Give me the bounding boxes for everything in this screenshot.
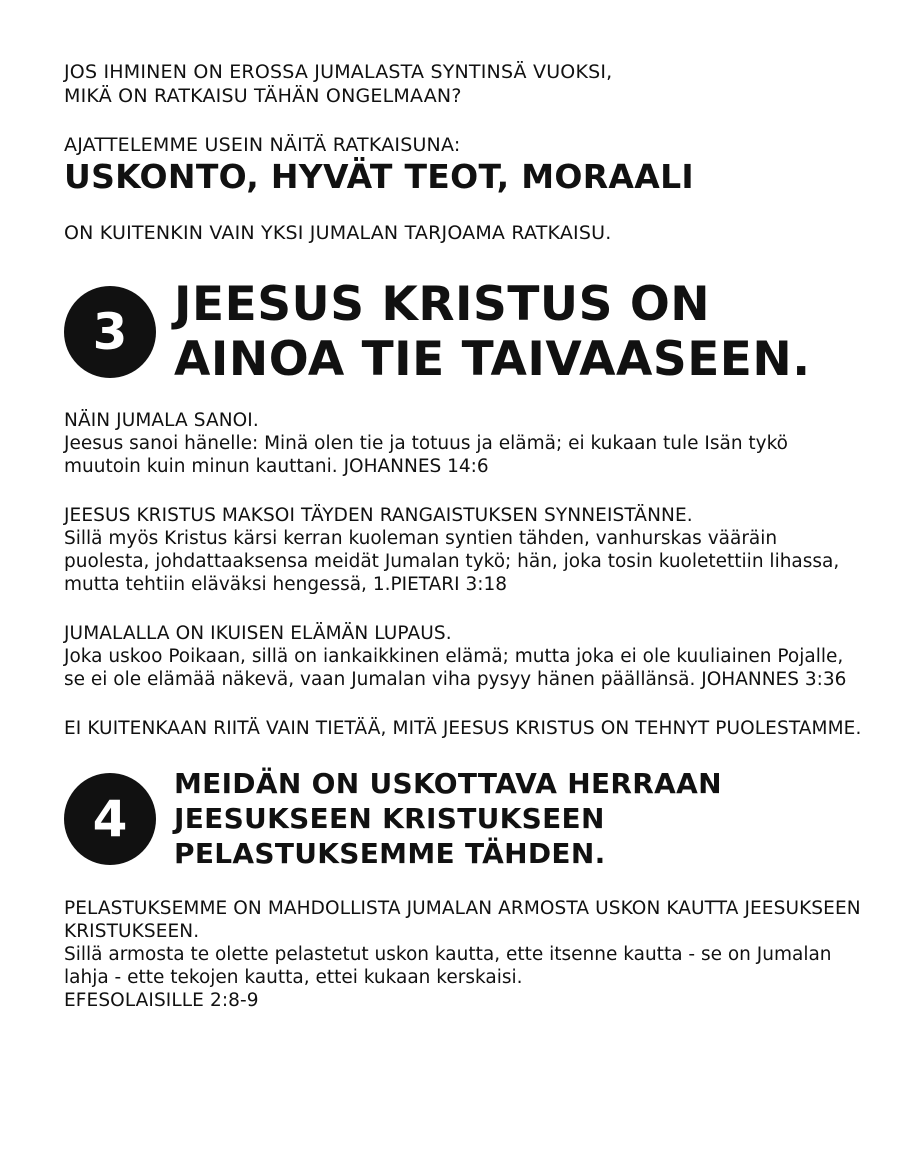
- step-3-header: [64, 277, 864, 387]
- closing-note: [64, 717, 864, 740]
- scripture-block: [64, 622, 864, 691]
- block-heading: JEESUS KRISTUS MAKSOI TÄYDEN RANGAISTUKSEN SYNNEISTÄNNE.: [64, 505, 693, 526]
- step-4-heading: [174, 766, 722, 871]
- step-4-heading-line2: JEESUKSEEN KRISTUKSEEN: [174, 802, 605, 835]
- scripture-reference: JOHANNES 3:36: [701, 669, 847, 690]
- step-4-header: [64, 766, 864, 871]
- block-heading: PELASTUKSEMME ON MAHDOLLISTA JUMALAN ARMOSTA USKON KAUTTA JEESUKSEEN KRISTUKSEEN.: [64, 898, 861, 942]
- step-4-heading-line1: MEIDÄN ON USKOTTAVA HERRAAN: [174, 767, 722, 800]
- block-body-text: Joka uskoo Poikaan, sillä on iankaikkinen elämä; mutta joka ei ole kuuliainen Pojalle, se ei ole elämää näkevä, vaan Jumalan viha pysyy hänen päällänsä.: [64, 646, 844, 690]
- one-solution-text: ON KUITENKIN VAIN YKSI JUMALAN TARJOAMA RATKAISU.: [64, 222, 612, 244]
- closing-note-text: EI KUITENKAAN RIITÄ VAIN TIETÄÄ, MITÄ JEESUS KRISTUS ON TEHNYT PUOLESTAMME.: [64, 718, 862, 739]
- step-3-content: [64, 409, 864, 740]
- block-body: Sillä armosta te olette pelastetut uskon kautta, ette itsenne kautta - se on Jumalan lahja - ette tekojen kautta, ettei kukaan kerskaisi.: [64, 944, 832, 988]
- think-label: AJATTELEMME USEIN NÄITÄ RATKAISUNA:: [64, 134, 461, 156]
- step-3-heading-line2: AINOA TIE TAIVAASEEN.: [174, 332, 811, 387]
- scripture-block: [64, 409, 864, 478]
- block-heading: JUMALALLA ON IKUISEN ELÄMÄN LUPAUS.: [64, 623, 452, 644]
- step-3-number-badge: 3: [64, 286, 156, 378]
- intro-question: [64, 60, 864, 108]
- false-solutions-heading: USKONTO, HYVÄT TEOT, MORAALI: [64, 157, 695, 196]
- block-body: [64, 432, 864, 478]
- scripture-reference: EFESOLAISILLE 2:8-9: [64, 990, 259, 1011]
- block-body: [64, 527, 864, 596]
- block-heading: NÄIN JUMALA SANOI.: [64, 410, 259, 431]
- scripture-block: [64, 897, 864, 1012]
- scripture-reference: JOHANNES 14:6: [343, 456, 489, 477]
- block-body-text: Jeesus sanoi hänelle: Minä olen tie ja totuus ja elämä; ei kukaan tule Isän tykö muutoin kuin minun kauttani.: [64, 433, 789, 477]
- scripture-reference: 1.PIETARI 3:18: [372, 574, 508, 595]
- block-body-text: Sillä myös Kristus kärsi kerran kuoleman syntien tähden, vanhurskas vääräin puolesta, johdattaaksensa meidät Jumalan tykö; hän, joka tosin kuoletettiin lihassa, mutta tehtiin eläväksi hengessä,: [64, 528, 840, 595]
- tract-page: [64, 60, 864, 1038]
- intro-question-line2: MIKÄ ON RATKAISU TÄHÄN ONGELMAAN?: [64, 85, 462, 107]
- step-4-heading-line3: PELASTUKSEMME TÄHDEN.: [174, 837, 606, 870]
- step-4-number-badge: 4: [64, 773, 156, 865]
- intro-question-line1: JOS IHMINEN ON EROSSA JUMALASTA SYNTINSÄ VUOKSI,: [64, 61, 613, 83]
- step-3-heading-line1: JEESUS KRISTUS ON: [174, 277, 711, 332]
- scripture-block: [64, 504, 864, 596]
- step-3-heading: [174, 277, 811, 387]
- block-body: [64, 645, 864, 691]
